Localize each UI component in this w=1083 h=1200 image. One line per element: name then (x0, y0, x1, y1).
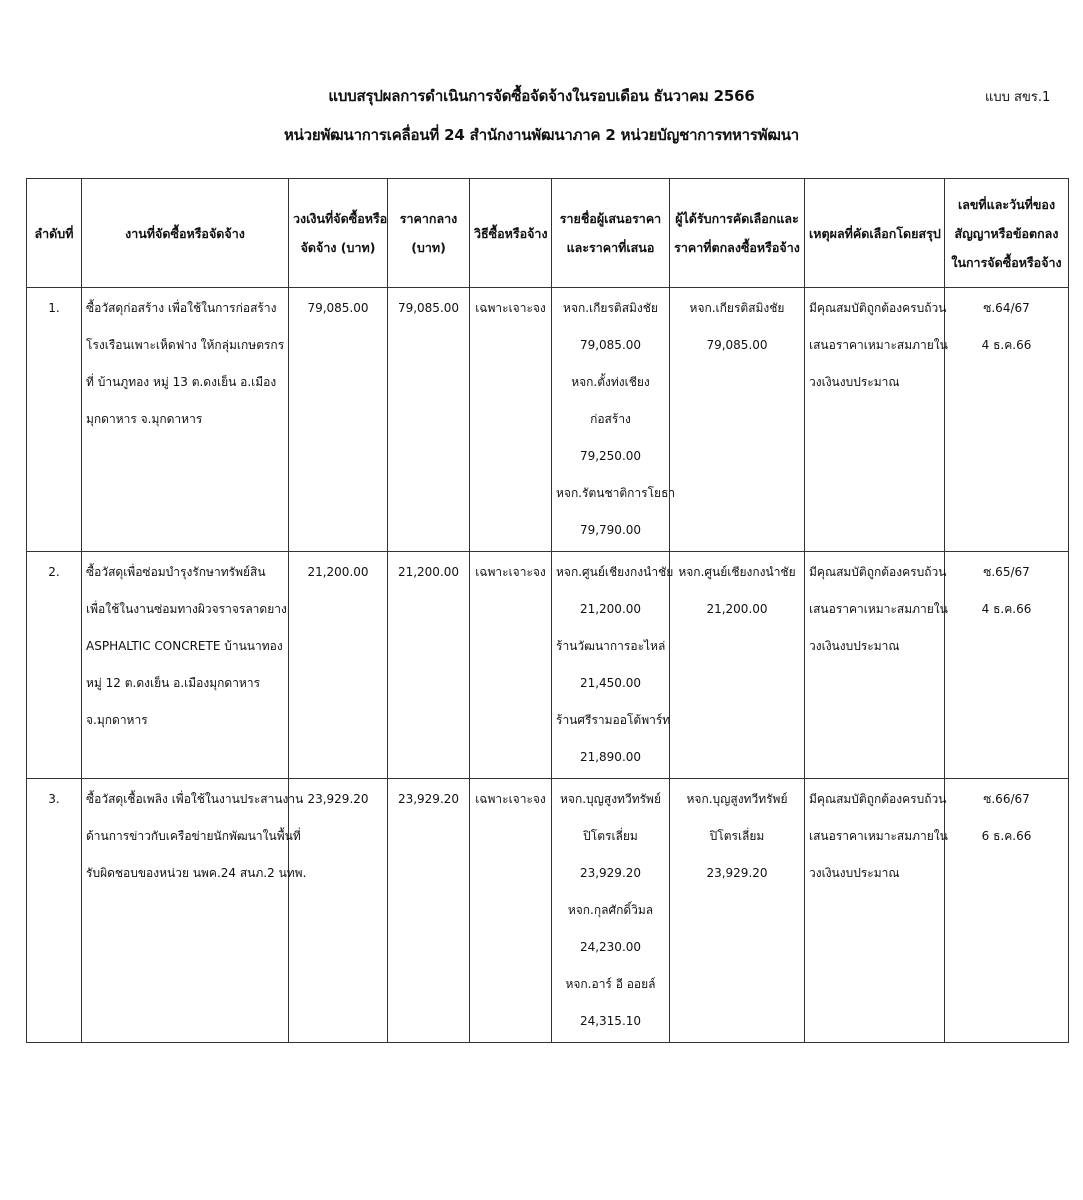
column-header (388, 179, 470, 288)
procurement-method (470, 552, 552, 779)
column-header (289, 179, 388, 288)
median-price (388, 288, 470, 552)
column-header-text: ผู้ได้รับการคัดเลือกและ (675, 211, 799, 226)
bidders-list-line: 23,929.20 (579, 866, 642, 880)
bidders-list (552, 552, 674, 779)
row-number (27, 552, 82, 779)
bidders-list-line: 79,085.00 (579, 338, 642, 352)
selection-reason-line: เสนอราคาเหมาะสมภายใน (809, 338, 948, 352)
bidders-list (552, 779, 670, 1043)
table-row (27, 552, 1069, 779)
table-row (27, 288, 1069, 552)
column-header-text: และราคาที่เสนอ (566, 240, 655, 255)
bidders-list-line: 24,230.00 (579, 940, 642, 954)
selection-reason-line: มีคุณสมบัติถูกต้องครบถ้วน (809, 565, 947, 579)
work-description-line: ซื้อวัสดุเพื่อซ่อมบำรุงรักษาทรัพย์สิน (86, 565, 266, 579)
procurement-method-line: เฉพาะเจาะจง (475, 792, 546, 806)
column-header-text: รายชื่อผู้เสนอราคา (559, 211, 662, 226)
procurement-method-line: เฉพาะเจาะจง (475, 565, 546, 579)
report-title: แบบสรุปผลการดำเนินการจัดซื้อจัดจ้างในรอบเดือน ธันวาคม 2566 (328, 87, 755, 105)
column-header-text: เหตุผลที่คัดเลือกโดยสรุป (809, 225, 941, 241)
contract-reference-line: 4 ธ.ค.66 (981, 602, 1032, 616)
table-row (27, 779, 1069, 1043)
budget-amount-line: 79,085.00 (307, 301, 369, 315)
work-description (82, 779, 307, 1043)
row-number-line: 3. (48, 792, 60, 806)
column-header-text: ราคาที่ตกลงซื้อหรือจ้าง (674, 240, 800, 255)
column-header (945, 179, 1069, 288)
median-price-line: 21,200.00 (397, 565, 460, 579)
column-header (552, 179, 670, 288)
work-description-line: ที่ บ้านภูทอง หมู่ 13 ต.ดงเย็น อ.เมือง (86, 375, 277, 389)
work-description-line: โรงเรือนเพาะเห็ดฟาง ให้กลุ่มเกษตรกร (86, 338, 285, 352)
work-description-line: มุกดาหาร จ.มุกดาหาร (86, 412, 203, 426)
selected-vendor (670, 552, 805, 779)
column-header (82, 179, 289, 288)
bidders-list-line: 79,250.00 (579, 449, 642, 463)
bidders-list-line: 24,315.10 (579, 1014, 642, 1028)
selection-reason-line: มีคุณสมบัติถูกต้องครบถ้วน (809, 792, 947, 806)
column-header (670, 179, 805, 288)
median-price (388, 779, 470, 1043)
contract-reference-line: ซ.66/67 (983, 792, 1030, 806)
procurement-method-line: เฉพาะเจาะจง (475, 301, 546, 315)
procurement-method (470, 779, 552, 1043)
selected-vendor-line: ปิโตรเลี่ยม (709, 829, 765, 843)
median-price (388, 552, 470, 779)
column-header (27, 179, 82, 288)
work-description (82, 552, 289, 779)
selected-vendor-line: หจก.เกียรติสมิงชัย (689, 301, 785, 315)
selection-reason-line: เสนอราคาเหมาะสมภายใน (809, 829, 948, 843)
selection-reason-line: วงเงินงบประมาณ (809, 866, 900, 880)
selection-reason-line: วงเงินงบประมาณ (809, 639, 900, 653)
column-header-text: ราคากลาง (399, 211, 458, 226)
row-number-line: 1. (48, 301, 60, 315)
budget-amount (289, 288, 388, 552)
contract-reference-line: ซ.65/67 (983, 565, 1030, 579)
bidders-list-line: ก่อสร้าง (590, 412, 631, 426)
column-header-text: จัดจ้าง (บาท) (300, 240, 376, 255)
median-price-line: 23,929.20 (397, 792, 460, 806)
column-header-text: วงเงินที่จัดซื้อหรือ (293, 211, 388, 226)
budget-amount-line: 21,200.00 (307, 565, 369, 579)
column-header (470, 179, 552, 288)
selected-vendor (670, 288, 805, 552)
selection-reason (805, 779, 948, 1043)
contract-reference (945, 288, 1069, 552)
selected-vendor-line: หจก.ศูนย์เชียงกงนำชัย (678, 565, 796, 579)
procurement-table (26, 178, 1069, 1043)
column-header-text: สัญญาหรือข้อตกลง (954, 225, 1059, 241)
contract-reference (945, 779, 1069, 1043)
bidders-list-line: หจก.ตั้งท่งเชียง (571, 375, 650, 389)
selected-vendor-line: 79,085.00 (706, 338, 768, 352)
selected-vendor-line: หจก.บุญสูงทวีทรัพย์ (686, 792, 788, 806)
selection-reason-line: วงเงินงบประมาณ (809, 375, 900, 389)
bidders-list-line: หจก.ศูนย์เชียงกงนำชัย (556, 565, 674, 579)
work-description-line: รับผิดชอบของหน่วย นพค.24 สนภ.2 นทพ. (86, 866, 307, 880)
report-subtitle: หน่วยพัฒนาการเคลื่อนที่ 24 สำนักงานพัฒนาภาค 2 หน่วยบัญชาการทหารพัฒนา (283, 126, 800, 144)
median-price-line: 79,085.00 (397, 301, 460, 315)
column-header-text: งานที่จัดซื้อหรือจัดจ้าง (125, 225, 245, 241)
bidders-list-line: หจก.อาร์ อี ออยล์ (565, 977, 656, 991)
selection-reason (805, 552, 948, 779)
work-description (82, 288, 289, 552)
bidders-list-line: ร้านศรีรามออโต้พาร์ท (556, 713, 671, 727)
column-header-text: (บาท) (411, 240, 446, 255)
bidders-list-line: 79,790.00 (579, 523, 642, 537)
bidders-list-line: หจก.รัตนชาติการโยธา (556, 486, 676, 500)
work-description-line: เพื่อใช้ในงานซ่อมทางผิวจราจรลาดยาง (86, 602, 287, 616)
budget-amount (289, 779, 388, 1043)
bidders-list-line: 21,200.00 (579, 602, 642, 616)
row-number (27, 288, 82, 552)
column-header (805, 179, 945, 288)
bidders-list-line: 21,450.00 (579, 676, 642, 690)
contract-reference-line: 4 ธ.ค.66 (981, 338, 1032, 352)
bidders-list-line: หจก.เกียรติสมิงชัย (563, 301, 658, 315)
column-header-text: วิธีซื้อหรือจ้าง (474, 225, 548, 241)
procurement-method (470, 288, 552, 552)
column-header-text: เลขที่และวันที่ของ (957, 196, 1056, 212)
work-description-line: จ.มุกดาหาร (86, 713, 148, 727)
work-description-line: ASPHALTIC CONCRETE บ้านนาทอง (86, 639, 283, 653)
column-header-text: ลำดับที่ (34, 225, 74, 241)
selected-vendor (670, 779, 805, 1043)
bidders-list-line: หจก.กุลศักดิ์วิมล (567, 903, 654, 917)
form-code: แบบ สขร.1 (985, 90, 1051, 105)
work-description-line: หมู่ 12 ต.ดงเย็น อ.เมืองมุกดาหาร (86, 676, 261, 690)
selected-vendor-line: 23,929.20 (706, 866, 768, 880)
selected-vendor-line: 21,200.00 (706, 602, 768, 616)
contract-reference (945, 552, 1069, 779)
budget-amount-line: 23,929.20 (307, 792, 369, 806)
column-header-text: ในการจัดซื้อหรือจ้าง (951, 254, 1062, 270)
selection-reason (805, 288, 948, 552)
row-number (27, 779, 82, 1043)
contract-reference-line: 6 ธ.ค.66 (981, 829, 1032, 843)
bidders-list (552, 288, 676, 552)
work-description-line: ซื้อวัสดุเชื้อเพลิง เพื่อใช้ในงานประสานงาน (86, 792, 304, 806)
work-description-line: ด้านการข่าวกับเครือข่ายนักพัฒนาในพื้นที่ (86, 829, 301, 843)
bidders-list-line: 21,890.00 (579, 750, 642, 764)
selection-reason-line: มีคุณสมบัติถูกต้องครบถ้วน (809, 301, 947, 315)
bidders-list-line: หจก.บุญสูงทวีทรัพย์ (560, 792, 661, 806)
selection-reason-line: เสนอราคาเหมาะสมภายใน (809, 602, 948, 616)
header-row (27, 179, 1069, 288)
work-description-line: ซื้อวัสดุก่อสร้าง เพื่อใช้ในการก่อสร้าง (86, 301, 277, 315)
bidders-list-line: ร้านวัฒนาการอะไหล่ (556, 639, 666, 653)
budget-amount (289, 552, 388, 779)
contract-reference-line: ซ.64/67 (983, 301, 1030, 315)
row-number-line: 2. (48, 565, 60, 579)
bidders-list-line: ปิโตรเลี่ยม (583, 829, 638, 843)
